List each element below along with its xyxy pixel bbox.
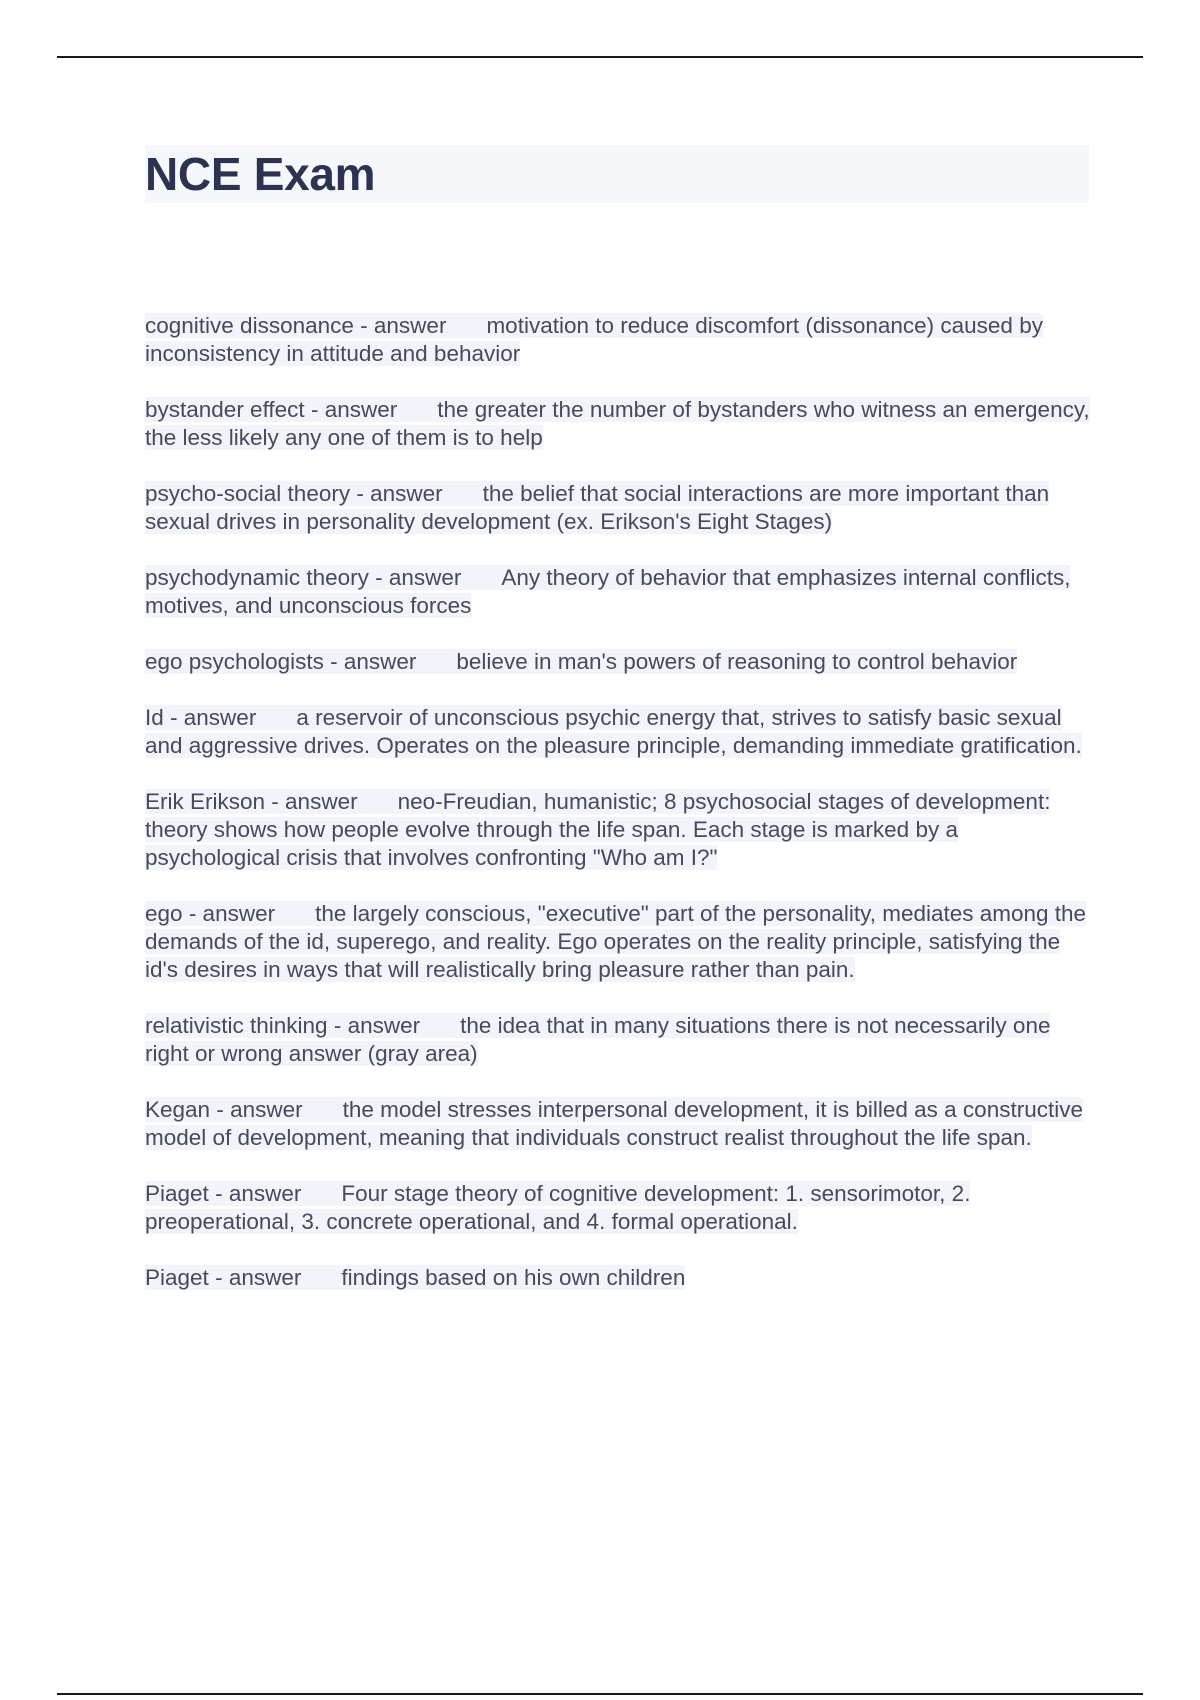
header-rule: [57, 56, 1143, 58]
entry-term: ego: [145, 901, 183, 926]
entry-separator: - answer: [310, 397, 398, 422]
entry-definition: the model stresses interpersonal development, it is billed as a constructive model of development, meaning that individuals construct realist throughout the life span.: [145, 1097, 1083, 1150]
entry-term: relativistic thinking: [145, 1013, 328, 1038]
flashcard-entry: [145, 704, 1095, 760]
flashcard-list: [145, 312, 1095, 1320]
flashcard-entry: [145, 900, 1095, 984]
flashcard-entry: [145, 1096, 1095, 1152]
entry-separator: - answer: [215, 1181, 302, 1206]
entry-term: bystander effect: [145, 397, 305, 422]
flashcard-entry: [145, 648, 1095, 676]
entry-definition: a reservoir of unconscious psychic energy that, strives to satisfy basic sexual and aggressive drives. Operates on the pleasure principle, demanding immediate gratification.: [145, 705, 1082, 758]
flashcard-entry: [145, 1264, 1095, 1292]
entry-separator: - answer: [271, 789, 358, 814]
entry-definition: neo-Freudian, humanistic; 8 psychosocial stages of development: theory shows how people evolve through the life span. Each stage is marked by a psychological crisis that involves confronting "Who am I?": [145, 789, 1051, 870]
entry-term: psychodynamic theory: [145, 565, 369, 590]
entry-term: psycho-social theory: [145, 481, 351, 506]
flashcard-entry: [145, 396, 1095, 452]
entry-definition: Any theory of behavior that emphasizes internal conflicts, motives, and unconscious forces: [145, 565, 1071, 618]
entry-definition: findings based on his own children: [341, 1265, 686, 1290]
flashcard-entry: [145, 564, 1095, 620]
page-title: NCE Exam: [145, 148, 376, 200]
entry-separator: - answer: [216, 1097, 303, 1122]
entry-separator: - answer: [215, 1265, 302, 1290]
entry-separator: - answer: [333, 1013, 421, 1038]
flashcard-entry: [145, 480, 1095, 536]
entry-definition: the belief that social interactions are more important than sexual drives in personality development (ex. Erikson's Eight Stages): [145, 481, 1050, 534]
entry-term: ego psychologists: [145, 649, 324, 674]
entry-separator: - answer: [170, 705, 257, 730]
flashcard-entry: [145, 1012, 1095, 1068]
entry-separator: - answer: [375, 565, 462, 590]
entry-term: Erik Erikson: [145, 789, 266, 814]
entry-separator: - answer: [356, 481, 443, 506]
entry-definition: the greater the number of bystanders who witness an emergency, the less likely any one of them is to help: [145, 397, 1090, 450]
entry-definition: believe in man's powers of reasoning to control behavior: [456, 649, 1018, 674]
entry-definition: the idea that in many situations there is not necessarily one right or wrong answer (gray area): [145, 1013, 1051, 1066]
flashcard-entry: [145, 312, 1095, 368]
entry-definition: the largely conscious, "executive" part of the personality, mediates among the demands of the id, superego, and reality. Ego operates on the reality principle, satisfying the id's desires in ways that will realistically bring pleasure rather than pain.: [145, 901, 1087, 982]
flashcard-entry: [145, 1180, 1095, 1236]
footer-rule: [57, 1693, 1143, 1695]
entry-definition: Four stage theory of cognitive development: 1. sensorimotor, 2. preoperational, 3. concrete operational, and 4. formal operational.: [145, 1181, 971, 1234]
entry-separator: - answer: [330, 649, 417, 674]
entry-separator: - answer: [360, 313, 447, 338]
entry-definition: motivation to reduce discomfort (dissonance) caused by inconsistency in attitude and behavior: [145, 313, 1043, 366]
entry-separator: - answer: [188, 901, 276, 926]
entry-term: Id: [145, 705, 164, 730]
entry-term: Piaget: [145, 1181, 209, 1206]
entry-term: Piaget: [145, 1265, 209, 1290]
entry-term: cognitive dissonance: [145, 313, 354, 338]
flashcard-entry: [145, 788, 1095, 872]
entry-term: Kegan: [145, 1097, 211, 1122]
